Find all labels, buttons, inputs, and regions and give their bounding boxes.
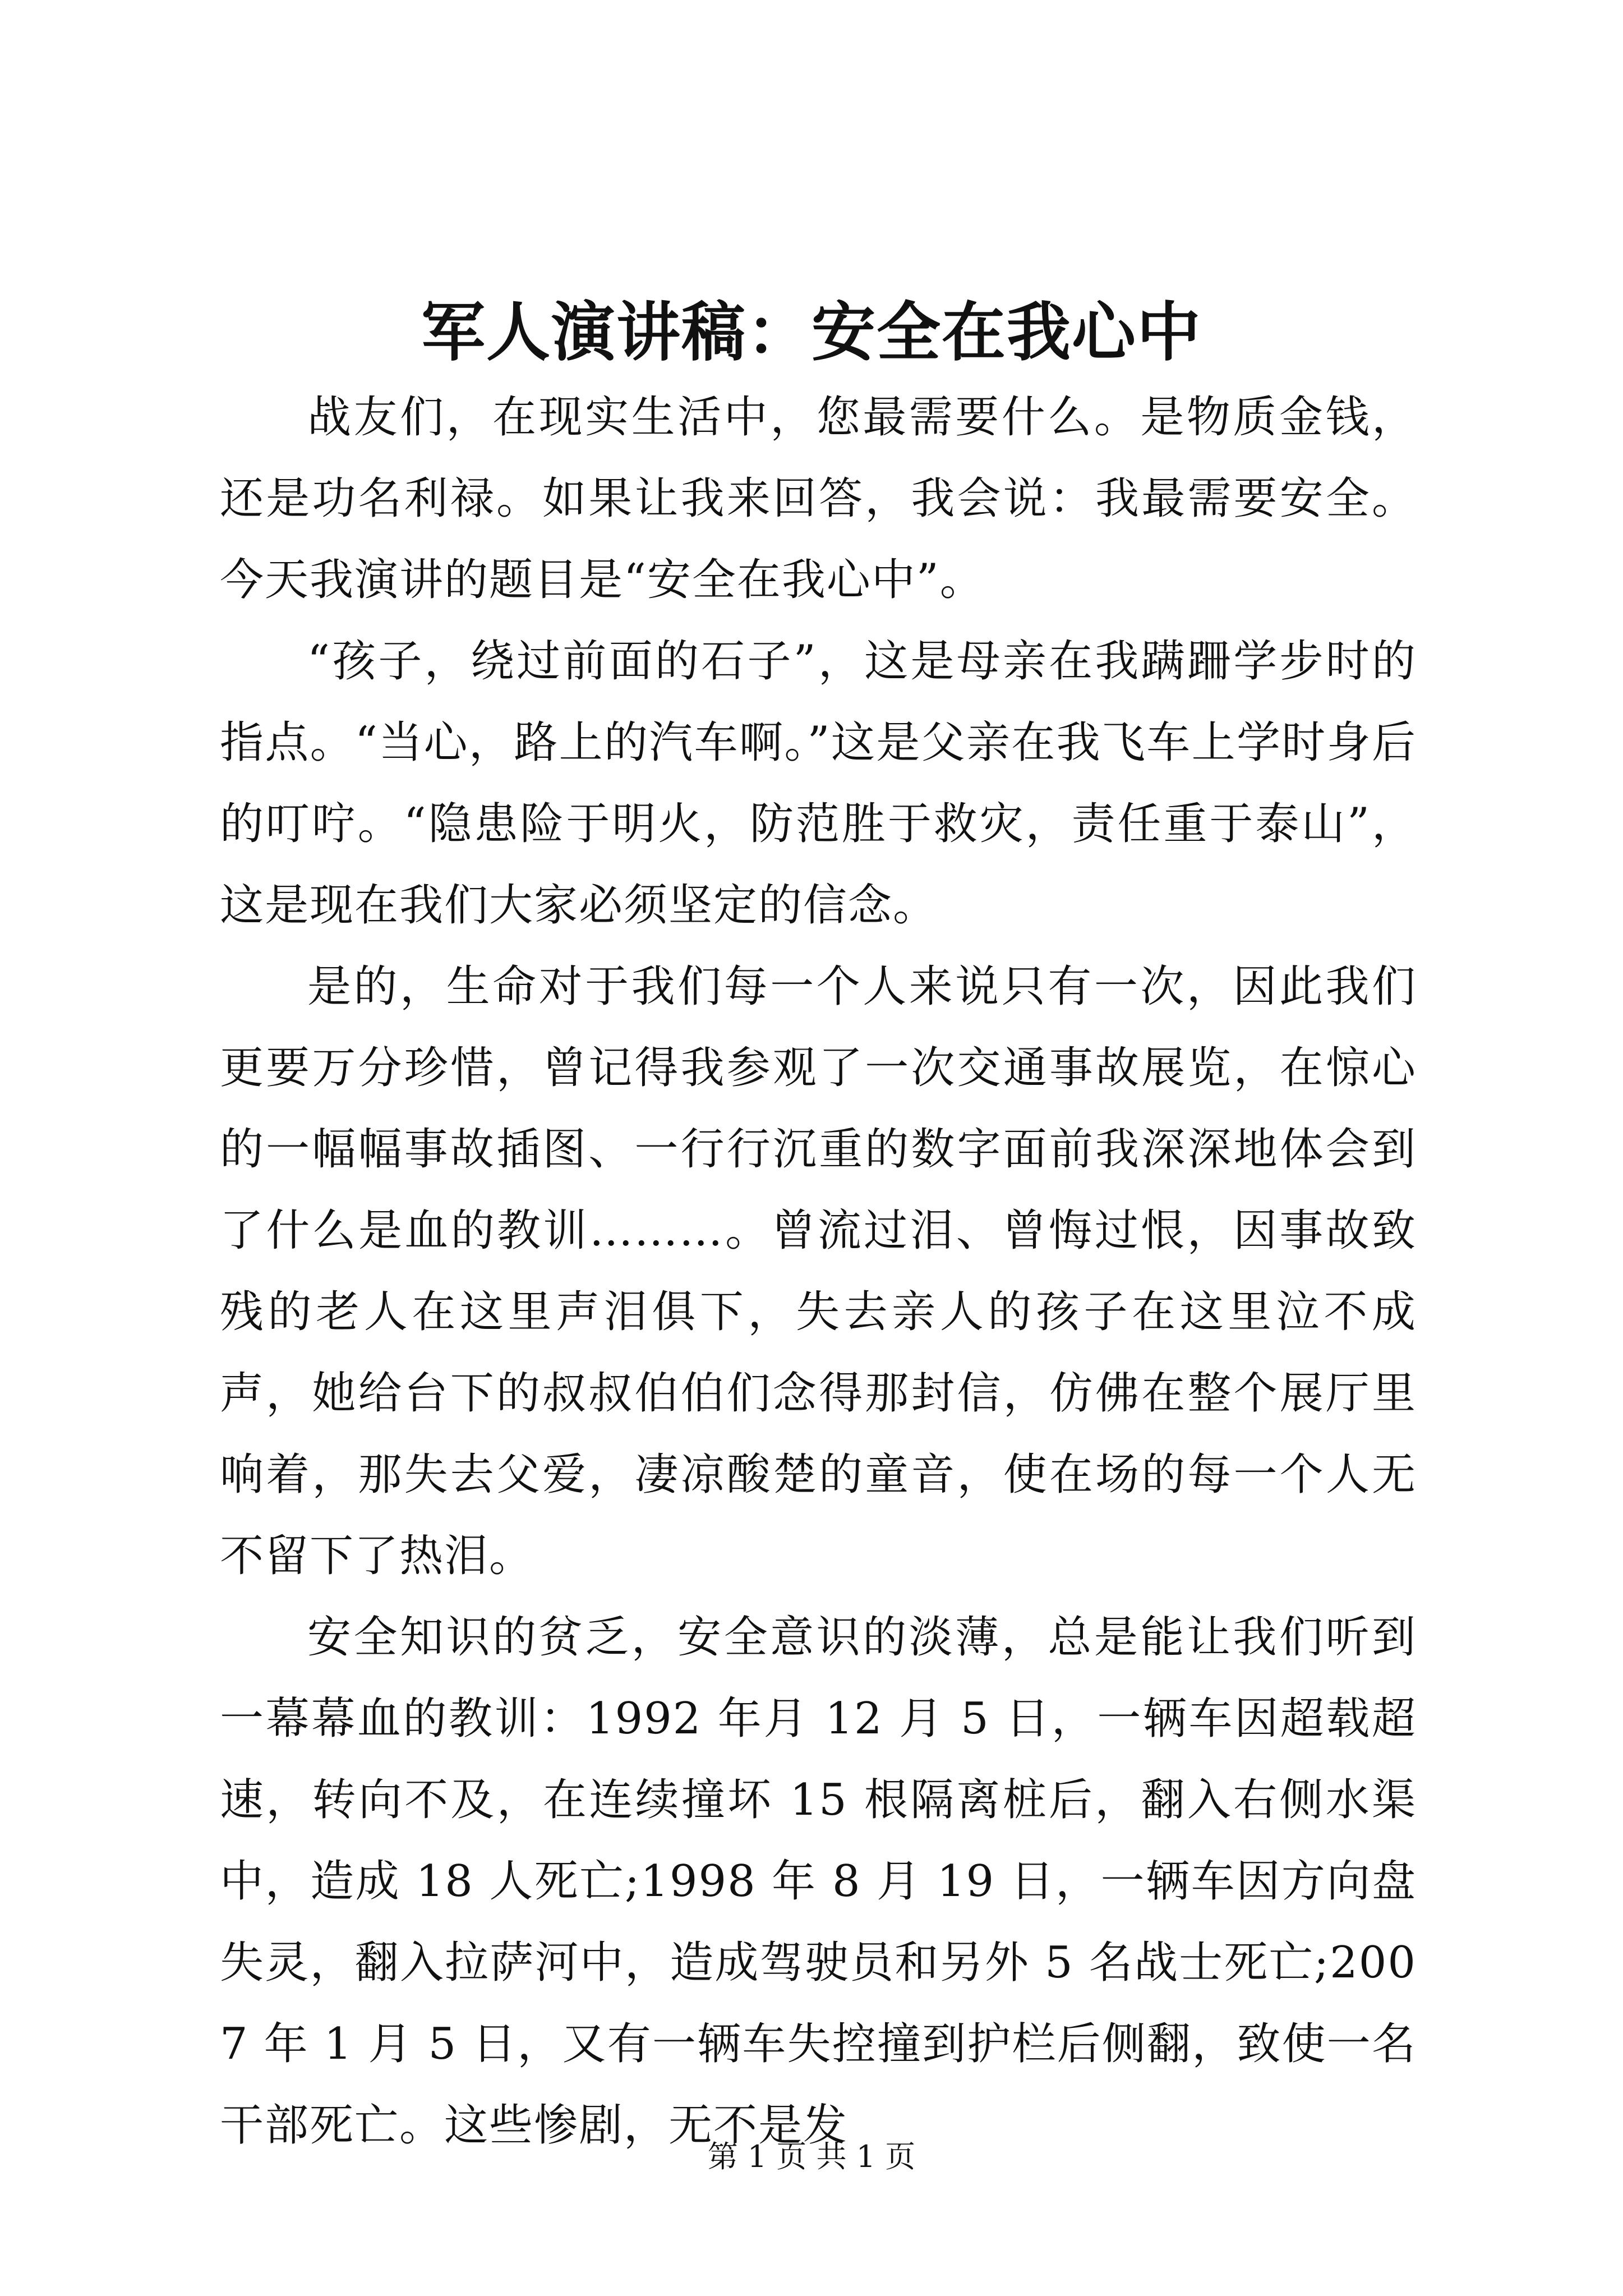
document-body xyxy=(220,377,1417,2166)
paragraph: 是的，生命对于我们每一个人来说只有一次，因此我们更要万分珍惜，曾记得我参观了一次交通事故展览，在惊心的一幅幅事故插图、一行行沉重的数字面前我深深地体会到了什么是血的教训………。曾流过泪、曾悔过恨，因事故致残的老人在这里声泪俱下，失去亲人的孩子在这里泣不成声，她给台下的叔叔伯伯们念得那封信，仿佛在整个展厅里响着，那失去父爱，凄凉酸楚的童音，使在场的每一个人无不留下了热泪。 xyxy=(220,961,1417,1581)
document-title: 军人演讲稿：安全在我心中 xyxy=(421,295,1202,370)
paragraph: 安全知识的贫乏，安全意识的淡薄，总是能让我们听到一幕幕血的教训：1992 年月 12 月 5 日，一辆车因超载超速，转向不及，在连续撞坏 15 根隔离桩后，翻入右侧水渠中，造成 18 人死亡;1998 年 8 月 19 日，一辆车因方向盘失灵，翻入拉萨河中，造成驾驶员和另外 5 名战士死亡;2007 年 1 月 5 日，又有一辆车失控撞到护栏后侧翻，致使一名干部死亡。这些惨剧，无不是发 xyxy=(220,1612,1417,2151)
paragraph: 战友们，在现实生活中，您最需要什么。是物质金钱，还是功名利禄。如果让我来回答，我会说：我最需要安全。今天我演讲的题目是“安全在我心中”。 xyxy=(220,392,1417,605)
page-footer: 第 1 页 共 1 页 xyxy=(707,2139,916,2174)
paragraph: “孩子，绕过前面的石子”，这是母亲在我蹒跚学步时的指点。“当心，路上的汽车啊。”这是父亲在我飞车上学时身后的叮咛。“隐患险于明火，防范胜于救灾，责任重于泰山”，这是现在我们大家必须坚定的信念。 xyxy=(220,636,1417,931)
